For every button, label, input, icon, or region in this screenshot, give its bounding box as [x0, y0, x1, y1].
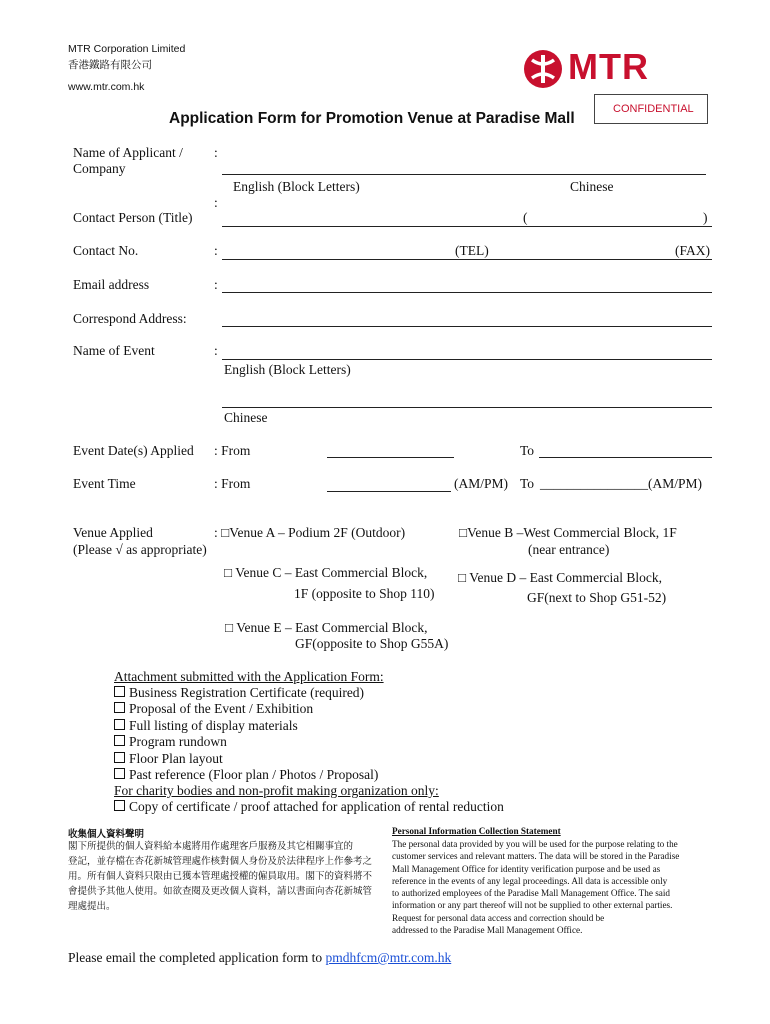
footer-email-link[interactable]: pmdhfcm@mtr.com.hk: [325, 950, 452, 965]
event-name-colon: :: [214, 343, 218, 358]
privacy-en-line: Mall Management Office for identity verification purpose and be used as: [392, 863, 661, 874]
correspond-field[interactable]: [222, 326, 712, 327]
applicant-colon: :: [214, 145, 218, 160]
event-time-to: To: [520, 476, 535, 491]
email-colon: :: [214, 277, 218, 292]
contact-person-colon: :: [214, 195, 218, 210]
privacy-en-text: [392, 838, 679, 936]
privacy-en-line: addressed to the Paradise Mall Management Office.: [392, 925, 583, 936]
logo-text: MTR: [568, 46, 649, 87]
confidential-box: [594, 94, 708, 124]
attachment-item-label: Past reference (Floor plan / Photos / Proposal): [129, 767, 379, 782]
event-time-from: : From: [214, 476, 251, 491]
privacy-cn-line: 理處提出。: [68, 901, 116, 912]
venue-b-detail: (near entrance): [528, 542, 610, 557]
privacy-cn-line: 閣下所提供的個人資料給本處將用作處理客戶服務及其它相關事宜的: [68, 841, 354, 852]
venue-d-detail: GF(next to Shop G51-52): [527, 590, 667, 605]
privacy-cn-line: 登記，並存檔在杏花新城管理處作核對個人身份及於法律程序上作參考之: [68, 856, 373, 867]
venue-b-option[interactable]: □Venue B –West Commercial Block, 1F: [459, 525, 677, 540]
privacy-cn-line: 會提供予其他人使用。如欲查閱及更改個人資料，請以書面向杏花新城管: [68, 886, 373, 897]
checkbox-icon[interactable]: [114, 752, 125, 763]
checkbox-icon[interactable]: [114, 686, 125, 697]
attachment-item-label: Business Registration Certificate (required): [129, 685, 365, 700]
contact-person-field[interactable]: [222, 226, 712, 227]
event-dates-from: : From: [214, 443, 251, 458]
contact-person-label: Contact Person (Title): [73, 210, 193, 225]
event-name-chinese-field[interactable]: [222, 407, 712, 408]
footer-text: Please email the completed application form to: [68, 950, 326, 965]
email-field[interactable]: [222, 292, 712, 293]
page-title: Application Form for Promotion Venue at Paradise Mall: [169, 110, 575, 127]
privacy-en-line: reference in the events of any legal proceedings. All data is accessible only: [392, 875, 668, 886]
venue-e-detail: GF(opposite to Shop G55A): [295, 636, 449, 651]
event-time-from-field[interactable]: [327, 491, 451, 492]
attachments-heading: Attachment submitted with the Application Form:: [114, 669, 384, 684]
checkbox-icon[interactable]: [114, 719, 125, 730]
contact-no-colon: :: [214, 243, 218, 258]
charity-item-label: Copy of certificate / proof attached for application of rental reduction: [129, 799, 504, 814]
venue-e-option[interactable]: □ Venue E – East Commercial Block,: [225, 620, 428, 635]
checkbox-icon[interactable]: [114, 800, 125, 811]
checkbox-icon[interactable]: [114, 768, 125, 779]
email-label: Email address: [73, 277, 150, 292]
event-time-label: Event Time: [73, 476, 136, 491]
charity-heading: For charity bodies and non-profit making organization only:: [114, 783, 439, 798]
privacy-en-line: Request for personal data access and correction should be: [392, 912, 605, 923]
privacy-en-line: customer services and relevant matters. The data will be stored in the Paradise: [392, 851, 680, 862]
contact-no-label: Contact No.: [73, 243, 139, 258]
event-dates-to: To: [520, 443, 535, 458]
attachment-item[interactable]: [114, 701, 313, 717]
applicant-english-hint: English (Block Letters): [233, 179, 360, 194]
event-dates-label: Event Date(s) Applied: [73, 443, 194, 458]
venue-a-option[interactable]: : □Venue A – Podium 2F (Outdoor): [214, 525, 406, 540]
attachment-item[interactable]: [114, 718, 298, 734]
event-date-from-field[interactable]: [327, 457, 454, 458]
attachment-item[interactable]: [114, 751, 223, 767]
event-name-label: Name of Event: [73, 343, 155, 358]
venue-hint: (Please √ as appropriate): [73, 542, 207, 557]
venue-c-option[interactable]: □ Venue C – East Commercial Block,: [224, 565, 428, 580]
charity-item[interactable]: [114, 799, 504, 815]
title-open-paren: (: [523, 210, 528, 225]
confidential-label: CONFIDENTIAL: [613, 103, 694, 115]
attachment-item-label: Program rundown: [129, 734, 227, 750]
contact-no-field[interactable]: [222, 259, 712, 260]
event-english-hint: English (Block Letters): [224, 362, 351, 377]
applicant-chinese-hint: Chinese: [570, 179, 614, 194]
footer-note: [68, 950, 451, 966]
event-date-to-field[interactable]: [539, 457, 712, 458]
fax-label: (FAX): [675, 243, 710, 258]
privacy-cn-text: [68, 839, 372, 914]
title-close-paren: ): [703, 210, 708, 225]
company-name-en: MTR Corporation Limited: [68, 43, 186, 55]
attachment-item[interactable]: [114, 734, 227, 750]
website: www.mtr.com.hk: [68, 81, 145, 93]
venue-c-detail: 1F (opposite to Shop 110): [294, 586, 435, 601]
checkbox-icon[interactable]: [114, 702, 125, 713]
privacy-cn-line: 用。所有個人資料只限由已獲本管理處授權的僱員取用。閣下的資料將不: [68, 871, 373, 882]
applicant-label: Name of Applicant /: [73, 145, 183, 160]
venue-label: Venue Applied: [73, 525, 153, 540]
mtr-logo-icon: [524, 50, 562, 88]
attachment-item-label: Floor Plan layout: [129, 750, 223, 766]
privacy-en-line: information or any part thereof will not be supplied to other external parties.: [392, 900, 673, 911]
correspond-label: Correspond Address:: [73, 311, 187, 326]
tel-label: (TEL): [455, 243, 489, 258]
event-chinese-hint: Chinese: [224, 410, 268, 425]
checkbox-icon[interactable]: [114, 735, 125, 746]
company-name-cn: 香港鐵路有限公司: [68, 59, 152, 71]
event-name-english-field[interactable]: [222, 359, 712, 360]
attachment-item[interactable]: [114, 767, 378, 783]
attachment-item[interactable]: [114, 685, 364, 701]
applicant-label-company: Company: [73, 161, 126, 176]
event-time-to-field[interactable]: ________________(AM/PM): [540, 476, 703, 491]
attachment-item-label: Full listing of display materials: [129, 717, 298, 733]
venue-d-option[interactable]: □ Venue D – East Commercial Block,: [458, 570, 662, 585]
privacy-en-heading: Personal Information Collection Statement: [392, 826, 561, 836]
applicant-field[interactable]: [222, 174, 706, 175]
privacy-cn-heading: 收集個人資料聲明: [68, 829, 145, 840]
event-time-ampm: (AM/PM): [454, 476, 509, 491]
privacy-en-line: to authorized employees of the Paradise Mall Management Office. The said: [392, 888, 671, 899]
attachment-item-label: Proposal of the Event / Exhibition: [129, 701, 314, 717]
privacy-en-line: The personal data provided by you will be used for the purpose relating to the: [392, 839, 678, 849]
